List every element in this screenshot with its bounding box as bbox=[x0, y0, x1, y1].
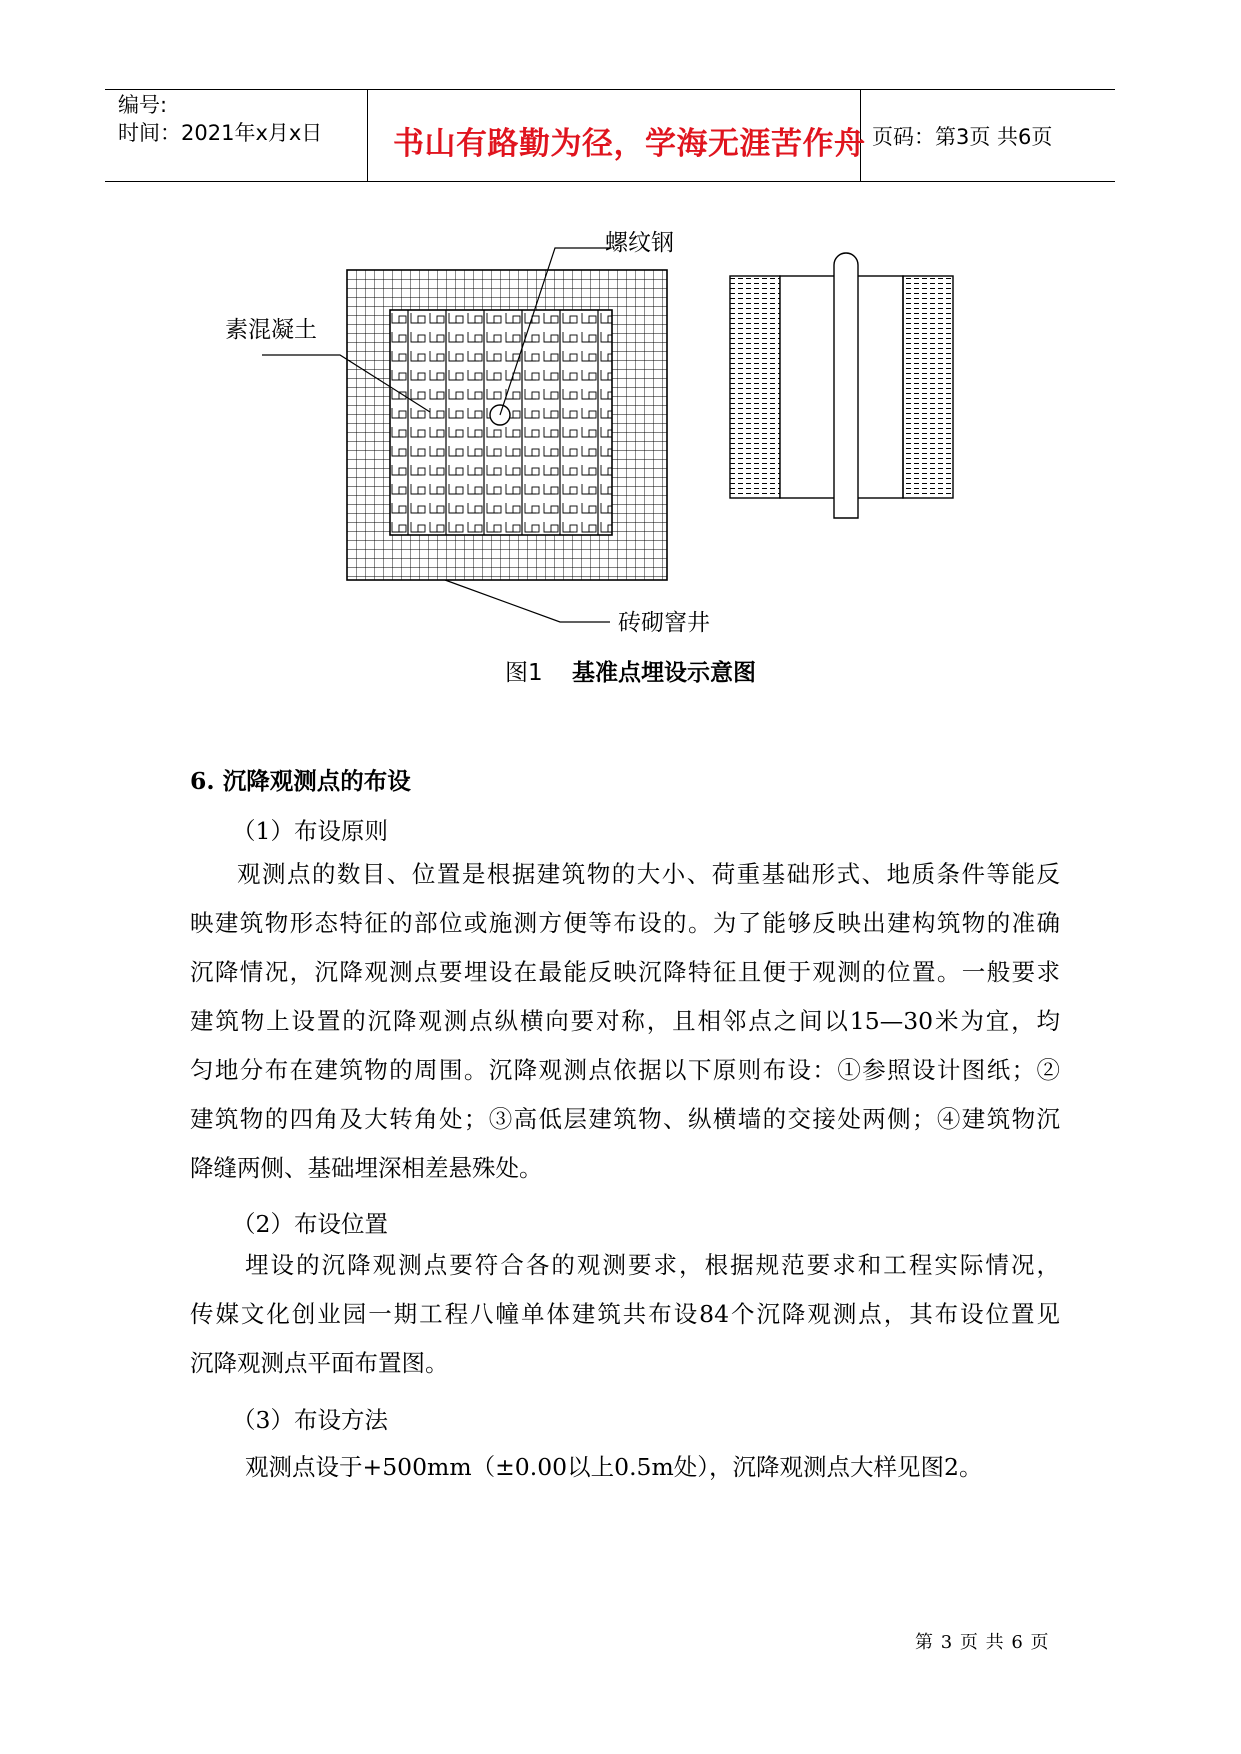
paragraph-line: 观测点的数目、位置是根据建筑物的大小、荷重基础形式、地质条件等能反 bbox=[237, 860, 1060, 888]
header-number-label: 编号: bbox=[118, 93, 168, 117]
section-wall-left bbox=[730, 276, 780, 498]
section-view bbox=[730, 253, 953, 518]
paragraph-line: 传媒文化创业园一期工程八幢单体建筑共布设84个沉降观测点，其布设位置见 bbox=[190, 1300, 1060, 1328]
paragraph-line: 映建筑物形态特征的部位或施测方便等布设的。为了能够反映出建构筑物的准确 bbox=[190, 909, 1060, 937]
section-wall-right bbox=[903, 276, 953, 498]
paragraph-principle bbox=[190, 850, 1060, 1193]
figure-caption-text: 基准点埋设示意图 bbox=[572, 660, 756, 686]
paragraph-line: 沉降观测点平面布置图。 bbox=[190, 1349, 449, 1377]
paragraph-line: 建筑物上设置的沉降观测点纵横向要对称，且相邻点之间以15—30米为宜，均 bbox=[190, 1007, 1060, 1035]
paragraph-line: 降缝两侧、基础埋深相差悬殊处。 bbox=[190, 1154, 543, 1182]
header-time-label: 时间：2021年x月x日 bbox=[118, 121, 323, 145]
subheading-method: （3）布设方法 bbox=[232, 1406, 388, 1434]
paragraph-line: 沉降情况，沉降观测点要埋设在最能反映沉降特征且便于观测的位置。一般要求 bbox=[190, 958, 1060, 986]
rebar-rod bbox=[834, 253, 858, 518]
leader-well bbox=[445, 580, 610, 622]
header-page-label: 页码：第3页 共6页 bbox=[872, 125, 1053, 149]
plan-view bbox=[347, 270, 667, 580]
header-motto: 书山有路勤为径，学海无涯苦作舟 bbox=[393, 126, 866, 162]
figure1-diagram bbox=[0, 0, 1241, 720]
label-concrete: 素混凝土 bbox=[225, 317, 317, 343]
paragraph-line: 建筑物的四角及大转角处；③高低层建筑物、纵横墙的交接处两侧；④建筑物沉 bbox=[190, 1105, 1060, 1133]
figure-caption-number: 图1 bbox=[505, 660, 543, 686]
label-well: 砖砌窨井 bbox=[618, 610, 710, 636]
paragraph-position bbox=[190, 1241, 1060, 1388]
subheading-principle: （1）布设原则 bbox=[232, 817, 388, 845]
page-footer: 第 3 页 共 6 页 bbox=[915, 1632, 1050, 1653]
paragraph-line: 匀地分布在建筑物的周围。沉降观测点依据以下原则布设：①参照设计图纸；② bbox=[190, 1056, 1060, 1084]
label-rebar: 螺纹钢 bbox=[605, 230, 674, 256]
paragraph-method: 观测点设于+500mm（±0.00以上0.5m处），沉降观测点大样见图2。 bbox=[245, 1453, 983, 1481]
paragraph-line: 埋设的沉降观测点要符合各的观测要求，根据规范要求和工程实际情况， bbox=[245, 1251, 1060, 1279]
subheading-position: （2）布设位置 bbox=[232, 1210, 388, 1238]
section-heading: 6. 沉降观测点的布设 bbox=[190, 767, 411, 795]
